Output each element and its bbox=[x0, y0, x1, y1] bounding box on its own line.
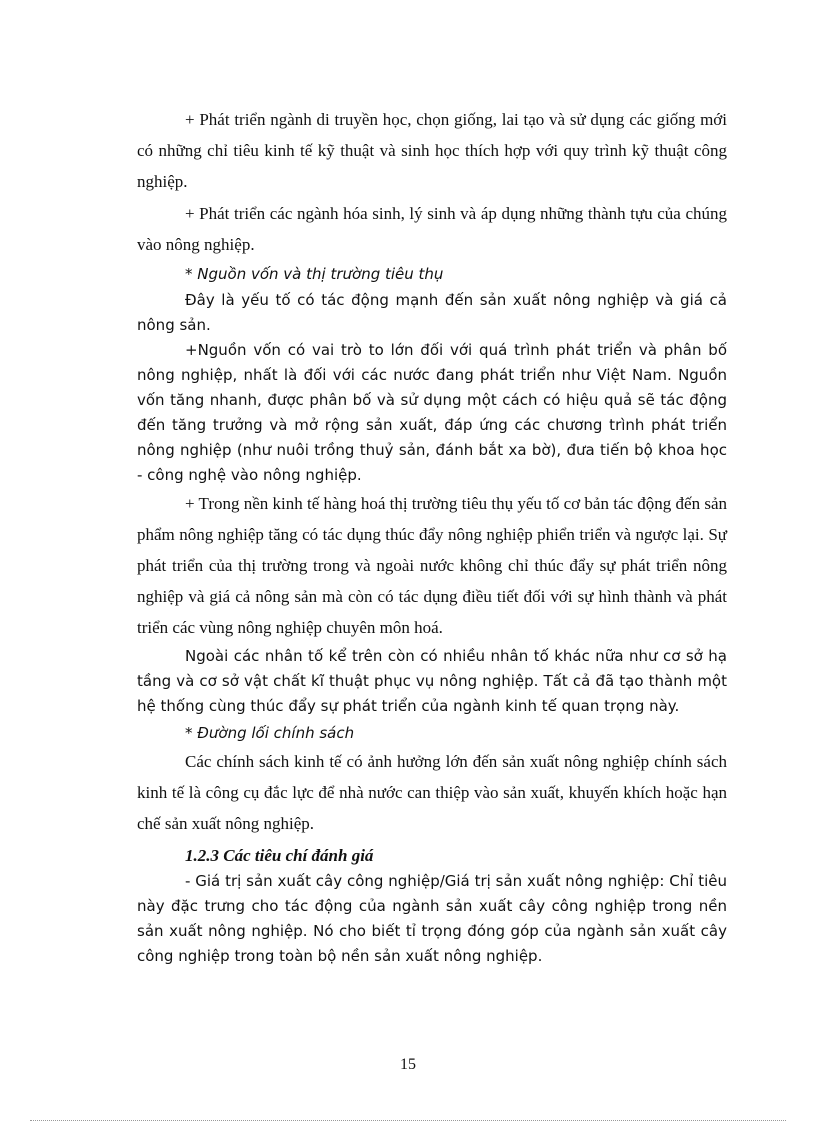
page-body bbox=[137, 104, 727, 969]
paragraph-capital: +Nguồn vốn có vai trò to lớn đối với quá trình phát triển và phân bố nông nghiệp, nhất là đối với các nước đang phát triển như Việt Nam. Nguồn vốn tăng nhanh, được phân bố và sử dụng một cách có hiệu quả sẽ tác động đến tăng trưởng và mở rộng sản xuất, đáp ứng các chương trình phát triển nông nghiệp (như nuôi trồng thuỷ sản, đánh bắt xa bờ), đưa tiến bộ khoa học - công nghệ vào nông nghiệp. bbox=[137, 340, 727, 484]
paragraph-other-factors: Ngoài các nhân tố kể trên còn có nhiều nhân tố khác nữa như cơ sở hạ tầng và cơ sở vật chất kĩ thuật phục vụ nông nghiệp. Tất cả đã tạo thành một hệ thống cùng thúc đẩy sự phát triển của ngành kinh tế quan trọng này. bbox=[137, 646, 727, 715]
page-number: 15 bbox=[400, 1056, 416, 1073]
paragraph-market-intro: Đây là yếu tố có tác động mạnh đến sản xuất nông nghiệp và giá cả nông sản. bbox=[137, 290, 727, 334]
paragraph-genetics: + Phát triển ngành di truyền học, chọn giống, lai tạo và sử dụng các giống mới có những chỉ tiêu kinh tế kỹ thuật và sinh học thích hợp với quy trình kỹ thuật công nghiệp. bbox=[137, 110, 727, 191]
subheading-policy: * Đường lối chính sách bbox=[185, 723, 355, 742]
paragraph-criteria: - Giá trị sản xuất cây công nghiệp/Giá trị sản xuất nông nghiệp: Chỉ tiêu này đặc trưng cho tác động của ngành sản xuất cây công nghiệp trong nền sản xuất nông nghiệp. Nó cho biết tỉ trọng đóng góp của ngành sản xuất cây công nghiệp trong toàn bộ nền sản xuất nông nghiệp. bbox=[137, 871, 727, 965]
section-heading-criteria: 1.2.3 Các tiêu chí đánh giá bbox=[185, 846, 374, 865]
paragraph-policy: Các chính sách kinh tế có ảnh hưởng lớn đến sản xuất nông nghiệp chính sách kinh tế là công cụ đắc lực để nhà nước can thiệp vào sản xuất, khuyến khích hoặc hạn chế sản xuất nông nghiệp. bbox=[137, 752, 727, 833]
subheading-capital-market: * Nguồn vốn và thị trường tiêu thụ bbox=[185, 265, 444, 283]
paragraph-biochemistry: + Phát triển các ngành hóa sinh, lý sinh và áp dụng những thành tựu của chúng vào nông nghiệp. bbox=[137, 204, 727, 254]
footer-divider bbox=[30, 1120, 786, 1121]
paragraph-commodity-market: + Trong nền kinh tế hàng hoá thị trường tiêu thụ yếu tố cơ bản tác động đến sản phẩm nông nghiệp tăng có tác dụng thúc đẩy nông nghiệp phiển triển và ngược lại. Sự phát triển của thị trường trong và ngoài nước không chỉ thúc đẩy sự phát triển nông nghiệp và giá cả nông sản mà còn có tác dụng điều tiết đối với sự hình thành và phát triển các vùng nông nghiệp chuyên môn hoá. bbox=[137, 493, 727, 637]
